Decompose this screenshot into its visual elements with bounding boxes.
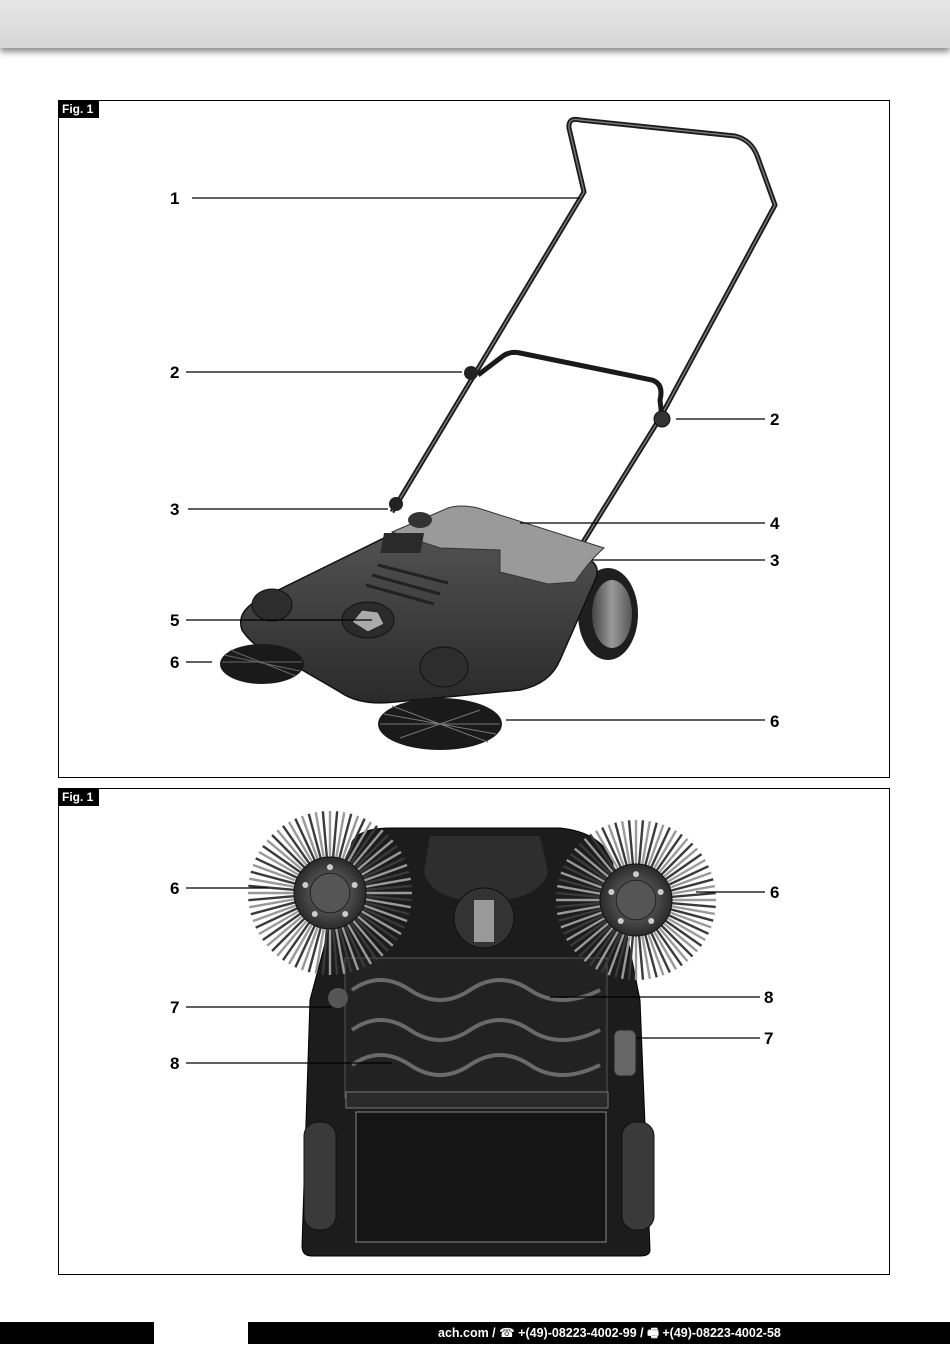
sweeper-perspective [170, 119, 780, 750]
footer-contact: ach.com / ☎ +(49)-08223-4002-99 / 🖷 +(49)-08223-4002-58 [438, 1326, 781, 1340]
footer-page-box [154, 1322, 248, 1344]
lower-handle-bar [478, 352, 662, 418]
callout-8-left: 8 [170, 1054, 180, 1073]
brush-hub-screw [312, 911, 318, 917]
side-brush-left-underside [248, 811, 412, 975]
handle-knob-right [654, 411, 670, 427]
brush-hub-screw [633, 871, 639, 877]
callout-7-right: 7 [764, 1029, 774, 1048]
side-brush-right-underside [556, 820, 716, 980]
bumper-left [252, 589, 292, 621]
handle-knob-left [464, 366, 478, 380]
callout-2-right: 2 [770, 410, 780, 429]
figure-tag: Fig. 1 [58, 100, 99, 118]
brush-hub-screw [618, 918, 624, 924]
callout-3-right: 3 [770, 551, 780, 570]
callout-6-right-underside: 6 [770, 883, 780, 902]
callout-5: 5 [170, 611, 180, 630]
callout-7-left: 7 [170, 998, 180, 1017]
callout-6-left-underside: 6 [170, 879, 180, 898]
side-brush-left [220, 644, 304, 684]
bumper-front [420, 647, 468, 687]
callout-2-left: 2 [170, 363, 180, 382]
handle-bar [392, 119, 775, 560]
wheel-left [304, 1122, 336, 1230]
height-knob-left [389, 497, 403, 511]
rear-wheel-hub [592, 580, 632, 648]
dust-container [356, 1112, 606, 1242]
figure-tag: Fig. 1 [58, 788, 99, 806]
side-brush-front [378, 698, 502, 750]
brush-hub-screw [302, 882, 308, 888]
brush-hub-screw [342, 911, 348, 917]
sweeper-underside [170, 811, 779, 1256]
bumper-rear [408, 512, 432, 528]
lid-handle-grip [380, 533, 424, 553]
brush-hub-center [616, 880, 656, 920]
callout-8-right: 8 [764, 988, 774, 1007]
brush-hub-screw [648, 918, 654, 924]
brush-hub-screw [327, 864, 333, 870]
brush-hub-screw [608, 889, 614, 895]
callout-4: 4 [770, 514, 780, 533]
brush-hub-center [310, 873, 350, 913]
brush-hub-screw [352, 882, 358, 888]
callout-6-right: 6 [770, 712, 780, 731]
brush-bar [346, 1092, 608, 1108]
wheel-right [622, 1122, 654, 1230]
drive-gear-right [614, 1030, 636, 1076]
brush-hub-screw [658, 889, 664, 895]
drive-gear-left [328, 988, 348, 1008]
callout-1: 1 [170, 189, 180, 208]
callout-6-left: 6 [170, 653, 180, 672]
center-caster-wheel [474, 900, 494, 942]
callout-3-left: 3 [170, 500, 180, 519]
